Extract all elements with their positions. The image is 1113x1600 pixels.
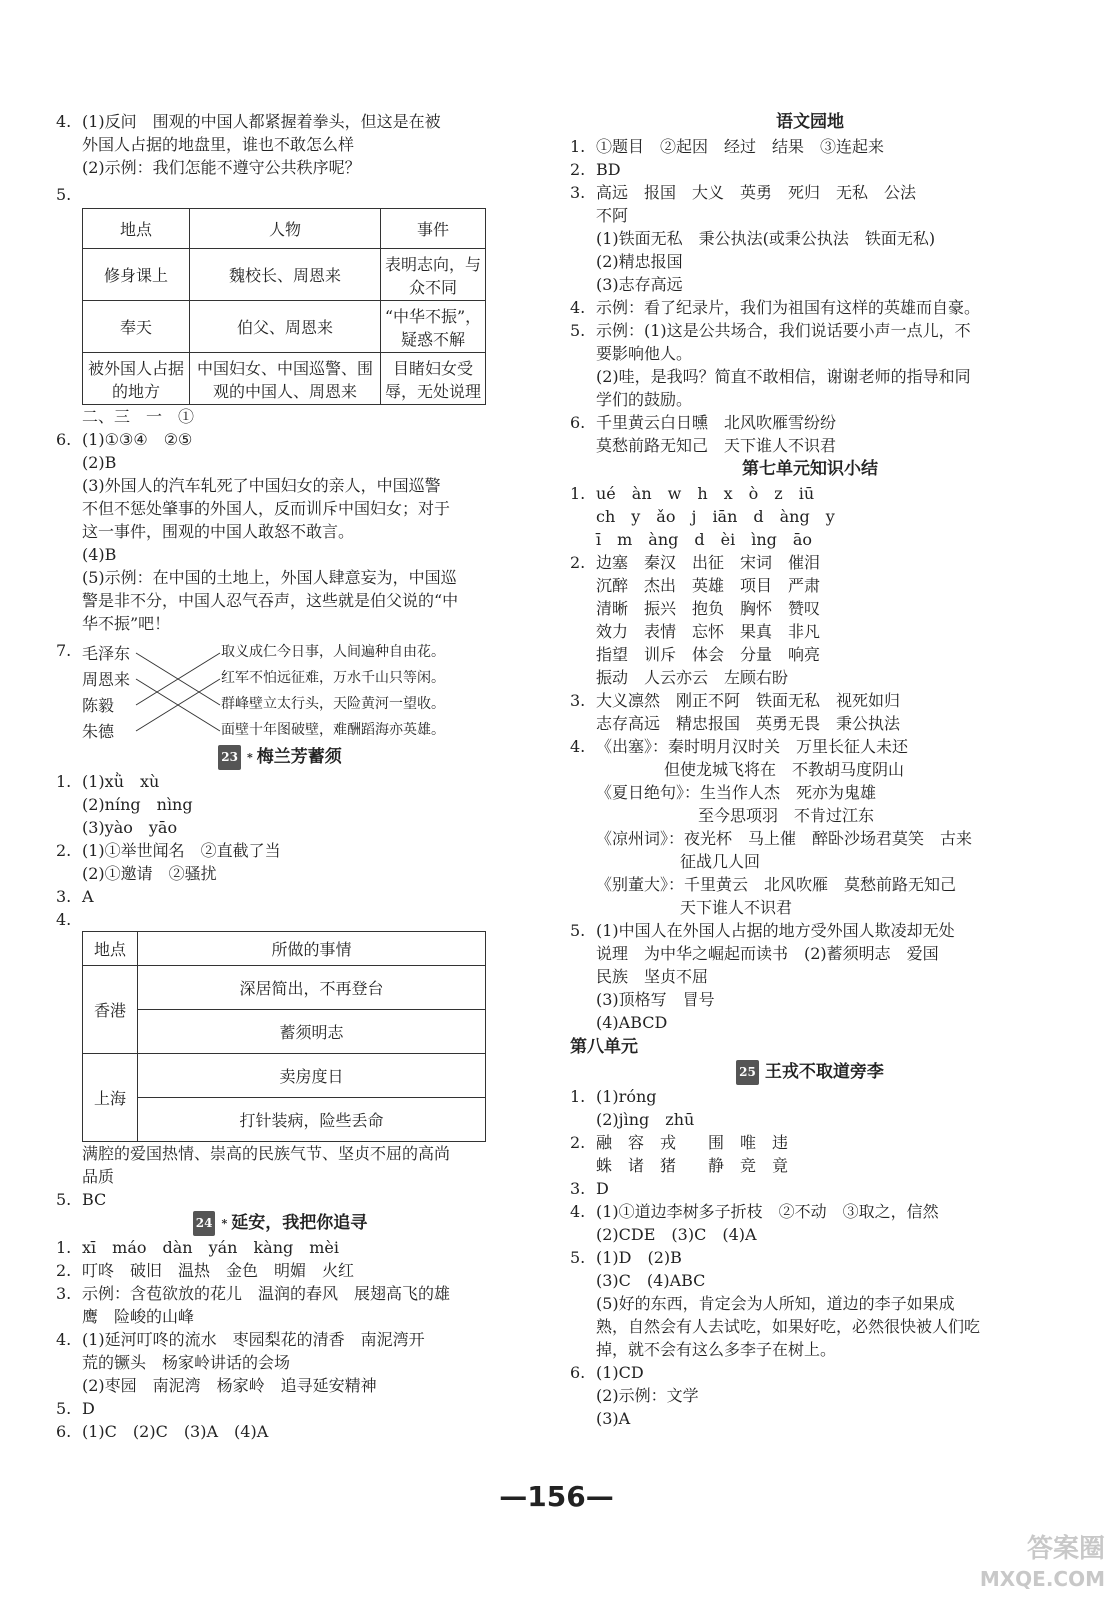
yuwen-yuandi-title: 语文园地 <box>776 112 844 132</box>
page-number: —156— <box>499 1480 614 1513</box>
matching-q7: 7. 毛泽东 周恩来 陈毅 朱德 取义成仁今日事，人间遍种自由花。 红军不怕远征难，万水千山只等闲。 群峰壁立太行头，天险黄河一望收。 面壁十年图破壁，难酬蹈海亦英雄。 <box>56 641 504 745</box>
lesson-23-title: 23 * 梅兰芳蓄须 <box>56 745 504 770</box>
watermark-logo: 答案圈 MXQE.COM <box>979 1534 1105 1591</box>
lesson-24-title: 24 * 延安，我把你追寻 <box>56 1211 504 1236</box>
unit8-heading: 第八单元 <box>570 1037 638 1057</box>
left-column: 4. (1)反问 围观的中国人都紧握着拳头，但这是在被 外国人占据的地盘里，谁也不敢怎么样 (2)示例：我们怎能不遵守公共秩序呢？ 5. 地点 人物 事件 修身课上 魏校长、周恩来 表明志向，与众不同 奉天 伯父、周恩来 “中华不振”，疑惑不解 被外国人占据的地方 中国妇女、中国巡警、围观的中国人、周恩来 目睹妇女受辱，无处说理 二、三 一 ① 6. (1)①③④ ②⑤ (2)B (3)外国人的汽车轧死了中国妇女的亲人，中国巡警 不但不惩处肇事的外国人，反而训斥中国妇女；对于 这一事件，围观的中国人敢怒不敢言。 (4)B (5)示例：在中国的土地上，外国人肆意妄为，中国巡 警是非不分，中国人忍气吞声，这些就是伯父说的“中 华不振”吧！ 7. 毛泽东 周恩来 陈毅 朱德 取义成仁今日事，人间遍种自由花。 红军不怕远征难，万水千山只等闲。 群峰壁立太行头，天险黄河一望收。 面壁十年图破壁，难酬蹈海亦英雄。 23 * 梅兰芳蓄须 1. (1)xǜ xù (2)níng nìng (3)yào yāo 2. (1)①举世闻名 ②直截了当 (2)①邀请 ②骚扰 3. A 4. 地点 所做的事情 香港 深居简出，不再登台 蓄须明志 上海 卖房度日 打针装病，险些丢命 满腔的爱国热情、崇高的民族气节、坚贞不屈的高尚 品质 5. BC 24 * 延安，我把你追寻 1. xī máo dàn yán kàng mèi 2. 叮咚 破旧 温热 金色 明媚 火红 3. 示例：含苞欲放的花儿 温润的春风 展翅高飞的雄 鹰 险峻的山峰 4. (1)延河叮咚的流水 枣园梨花的清香 南泥湾开 荒的镢头 杨家岭讲话的会场 (2)枣园 南泥湾 杨家岭 追寻延安精神 5. D 6. (1)C (2)C (3)A (4)A <box>56 110 504 1443</box>
right-column: 语文园地 1. ①题目 ②起因 经过 结果 ③连起来 2. BD 3. 高远 报国 大义 英勇 死归 无私 公法 不阿 (1)铁面无私 秉公执法(或秉公执法 铁面无私) (2)精忠报国 (3)志存高远 4. 示例：看了纪录片，我们为祖国有这样的英雄而自豪。 5. 示例：(1)这是公共场合，我们说话要小声一点儿，不 要影响他人。 (2)哇，是我吗？简直不敢相信，谢谢老师的指导和同 学们的鼓励。 6. 千里黄云白日曛 北风吹雁雪纷纷 莫愁前路无知己 天下谁人不识君 第七单元知识小结 1. ué àn w h x ò z iū ch y ǎo j iān d àng y ī m àng d èi ìng āo 2. 边塞 秦汉 出征 宋词 催泪 沉醉 杰出 英雄 项目 严肃 清晰 振兴 抱负 胸怀 赞叹 效力 表情 忘怀 果真 非凡 指望 训斥 体会 分量 响亮 振动 人云亦云 左顾右盼 3. 大义凛然 刚正不阿 铁面无私 视死如归 志存高远 精忠报国 英勇无畏 秉公执法 4. 《出塞》：秦时明月汉时关 万里长征人未还 但使龙城飞将在 不教胡马度阴山 《夏日绝句》：生当作人杰 死亦为鬼雄 至今思项羽 不肯过江东 《凉州词》：夜光杯 马上催 醉卧沙场君莫笑 古来 征战几人回 《别董大》：千里黄云 北风吹雁 莫愁前路无知己 天下谁人不识君 5. (1)中国人在外国人占据的地方受外国人欺凌却无处 说理 为中华之崛起而读书 (2)蓄须明志 爱国 民族 坚贞不屈 (3)顶格写 冒号 (4)ABCD 第八单元 25 王戎不取道旁李 1. (1)róng (2)jìng zhū 2. 融 容 戎 围 唯 违 蛛 诸 猪 静 竞 竟 3. D 4. (1)①道边李树多子折枝 ②不动 ③取之，信然 (2)CDE (3)C (4)A 5. (1)D (2)B (3)C (4)ABC (5)好的东西，肯定会为人所知，道边的李子如果成 熟，自然会有人去试吃，如果好吃，必然很快被人们吃 掉，就不会有这么多李子在树上。 6. (1)CD (2)示例：文学 (3)A <box>570 110 1050 1430</box>
matching-lines <box>134 641 224 745</box>
answer-table-q5: 地点 人物 事件 修身课上 魏校长、周恩来 表明志向，与众不同 奉天 伯父、周恩来 “中华不振”，疑惑不解 被外国人占据的地方 中国妇女、中国巡警、围观的中国人、周恩来 目睹妇女受辱，无处说理 <box>82 208 486 405</box>
answer-table-q4: 地点 所做的事情 香港 深居简出，不再登台 蓄须明志 上海 卖房度日 打针装病，险些丢命 <box>82 931 486 1142</box>
unit7-summary-title: 第七单元知识小结 <box>742 459 878 479</box>
lesson-25-title: 25 王戎不取道旁李 <box>570 1060 1050 1085</box>
